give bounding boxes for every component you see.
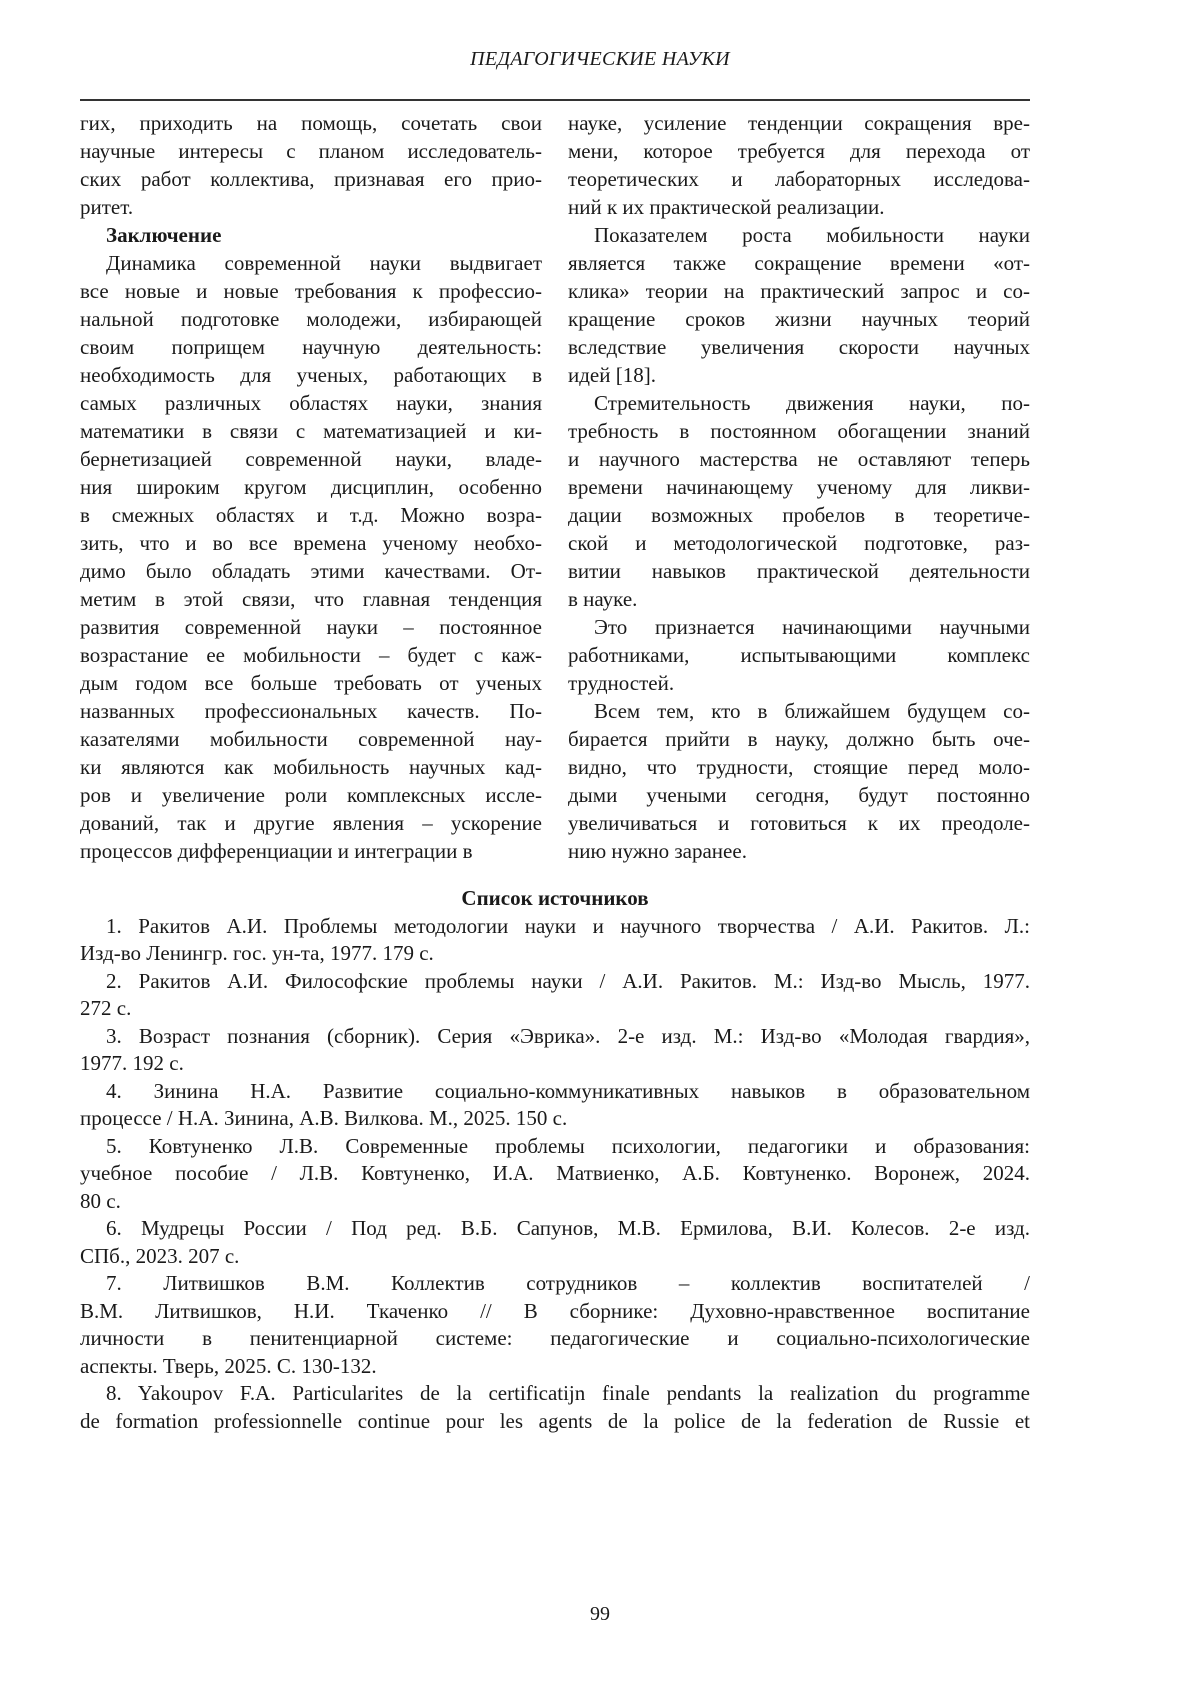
page-number: 99 — [590, 1603, 610, 1625]
text-line: ки являются как мобильность научных кад- — [80, 755, 542, 779]
text-line: ров и увеличение роли комплексных иссле- — [80, 783, 542, 807]
text-line: СПб., 2023. 207 с. — [80, 1243, 240, 1268]
text-line: возрастание ее мобильности – будет с каж- — [80, 643, 542, 667]
text-line: дыми учеными сегодня, будут постоянно — [568, 783, 1030, 807]
references-list — [80, 913, 1030, 1436]
reference-item — [80, 968, 1030, 1023]
text-line: вследствие увеличения скорости научных — [568, 335, 1030, 359]
text-line: В.М. Литвишков, Н.И. Ткаченко // В сборнике: Духовно-нравственное воспитание — [80, 1298, 1030, 1323]
text-line: Динамика современной науки выдвигает — [106, 251, 542, 275]
text-line: своим поприщем научную деятельность: — [80, 335, 542, 359]
text-line: необходимость для ученых, работающих в — [80, 363, 542, 387]
text-line: 272 с. — [80, 996, 132, 1020]
text-line: самых различных областях науки, знания — [80, 391, 542, 415]
text-line: научные интересы с планом исследователь- — [80, 139, 542, 163]
text-line: и научного мастерства не оставляют теперь — [568, 447, 1030, 471]
text-line: науке, усиление тенденции сокращения вре- — [568, 111, 1030, 135]
text-line: 2. Ракитов А.И. Философские проблемы науки / А.И. Ракитов. М.: Изд-во Мысль, 1977. — [106, 968, 1030, 993]
text-line: кращение сроков жизни научных теорий — [568, 307, 1030, 331]
text-line: бернетизацией современной науки, владе- — [80, 447, 542, 471]
text-line: ской и методологической подготовке, раз- — [568, 531, 1030, 555]
text-line: 5. Ковтуненко Л.В. Современные проблемы психологии, педагогики и образования: — [106, 1133, 1030, 1158]
text-line: увеличиваться и готовиться к их преодоле- — [568, 811, 1030, 835]
text-line: мени, которое требуется для перехода от — [568, 139, 1030, 163]
text-line: нию нужно заранее. — [568, 839, 747, 863]
text-line: ний к их практической реализации. — [568, 195, 885, 219]
text-line: 1. Ракитов А.И. Проблемы методологии науки и научного творчества / А.И. Ракитов. Л.: — [106, 913, 1030, 938]
text-line: 6. Мудрецы России / Под ред. В.Б. Сапунов, М.В. Ермилова, В.И. Колесов. 2-е изд. — [106, 1216, 1030, 1240]
reference-item — [80, 1215, 1030, 1270]
text-line: метим в этой связи, что главная тенденция — [80, 587, 542, 611]
text-line: дым годом все больше требовать от ученых — [80, 671, 542, 695]
left-column — [80, 109, 542, 865]
paragraph — [80, 249, 542, 865]
running-header: ПЕДАГОГИЧЕСКИЕ НАУКИ — [470, 48, 730, 70]
paragraph — [80, 109, 542, 221]
text-line: 80 с. — [80, 1188, 121, 1213]
text-line: теоретических и лабораторных исследова- — [568, 167, 1030, 191]
text-line: Стремительность движения науки, по- — [594, 391, 1030, 415]
text-line: димо было обладать этими качествами. От- — [80, 559, 542, 583]
text-line: витии навыков практической деятельности — [568, 559, 1030, 583]
text-line: Изд-во Ленингр. гос. ун-та, 1977. 179 с. — [80, 941, 434, 965]
text-line: 8. Yakoupov F.A. Particularites de la certificatijn finale pendants la realization du programme — [106, 1381, 1030, 1405]
text-line: аспекты. Тверь, 2025. С. 130-132. — [80, 1353, 377, 1378]
text-line: 1977. 192 с. — [80, 1051, 184, 1075]
text-line: клика» теории на практический запрос и со- — [568, 279, 1030, 303]
paragraph — [568, 221, 1030, 389]
right-column — [568, 109, 1030, 865]
text-line: развития современной науки – постоянное — [80, 615, 542, 639]
text-line: Заключение — [106, 223, 222, 247]
reference-item — [80, 913, 1030, 968]
text-line: личности в пенитенциарной системе: педагогические и социально-психологические — [80, 1326, 1030, 1350]
text-line: названных профессиональных качеств. По- — [80, 699, 542, 723]
text-line: Показателем роста мобильности науки — [594, 223, 1030, 247]
text-line: Это признается начинающими научными — [594, 615, 1030, 639]
references-section — [80, 885, 1030, 1435]
text-line: все новые и новые требования к профессио- — [80, 279, 542, 303]
text-line: ских работ коллектива, признавая его прио- — [80, 167, 542, 191]
reference-item — [80, 1078, 1030, 1133]
references-title: Список источников — [461, 886, 649, 910]
text-line: требность в постоянном обогащении знаний — [568, 419, 1030, 443]
text-line: процессов дифференциации и интеграции в — [80, 839, 473, 863]
text-line: трудностей. — [568, 671, 675, 695]
text-line: 4. Зинина Н.А. Развитие социально-коммуникативных навыков в образовательном — [106, 1078, 1030, 1103]
text-line: математики в связи с математизацией и ки- — [80, 419, 542, 443]
text-line: 3. Возраст познания (сборник). Серия «Эврика». 2-е изд. М.: Изд-во «Молодая гвардия», — [106, 1023, 1030, 1048]
section-heading — [80, 221, 542, 249]
text-line: работниками, испытывающими комплекс — [568, 643, 1030, 667]
text-line: дований, так и другие явления – ускорение — [80, 811, 542, 835]
reference-item — [80, 1380, 1030, 1435]
text-line: Всем тем, кто в ближайшем будущем со- — [594, 699, 1030, 723]
text-line: de formation professionnelle continue pour les agents de la police de la federation de Russie et — [80, 1408, 1030, 1433]
text-line: является также сокращение времени «от- — [568, 251, 1030, 275]
header-divider — [80, 99, 1030, 101]
text-line: 7. Литвишков В.М. Коллектив сотрудников – коллектив воспитателей / — [106, 1271, 1030, 1295]
text-line: учебное пособие / Л.В. Ковтуненко, И.А. Матвиенко, А.Б. Ковтуненко. Воронеж, 2024. — [80, 1161, 1030, 1185]
text-line: в смежных областях и т.д. Можно возра- — [80, 503, 542, 527]
text-line: ния широким кругом дисциплин, особенно — [80, 475, 542, 499]
reference-item — [80, 1023, 1030, 1078]
text-line: дации возможных пробелов в теоретиче- — [568, 503, 1030, 527]
text-line: видно, что трудности, стоящие перед моло- — [568, 755, 1030, 779]
text-line: времени начинающему ученому для ликви- — [568, 475, 1030, 499]
reference-item — [80, 1270, 1030, 1380]
text-line: в науке. — [568, 587, 638, 611]
text-line: гих, приходить на помощь, сочетать свои — [80, 111, 542, 135]
text-line: идей [18]. — [568, 363, 656, 387]
text-line: процессе / Н.А. Зинина, А.В. Вилкова. М., 2025. 150 с. — [80, 1106, 568, 1130]
text-line: зить, что и во все времена ученому необхо- — [80, 531, 542, 555]
text-line: ритет. — [80, 195, 134, 219]
text-line: нальной подготовке молодежи, избирающей — [80, 307, 542, 331]
text-line: казателями мобильности современной нау- — [80, 727, 542, 751]
paragraph — [568, 613, 1030, 697]
reference-item — [80, 1133, 1030, 1216]
paragraph — [568, 697, 1030, 865]
text-line: бирается прийти в науку, должно быть оче- — [568, 727, 1030, 751]
paragraph — [568, 389, 1030, 613]
paragraph — [568, 109, 1030, 221]
